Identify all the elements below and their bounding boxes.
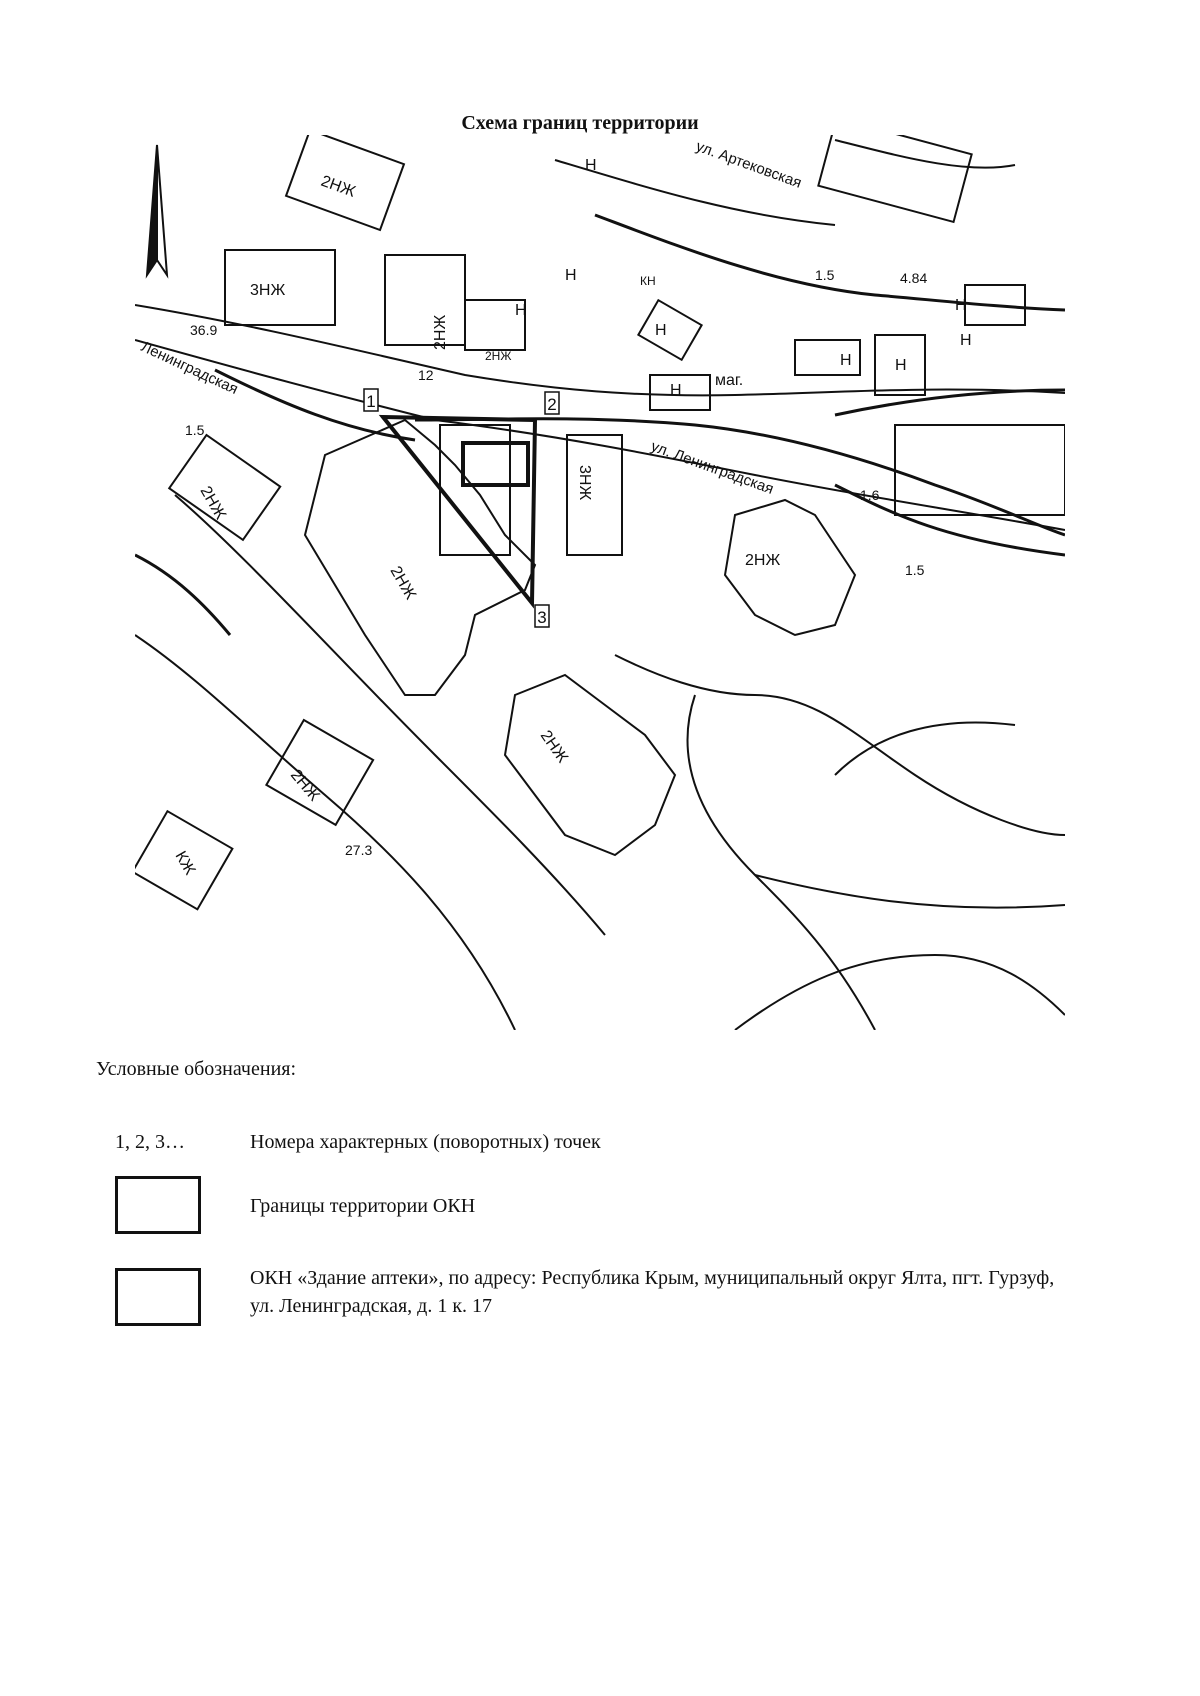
elevation-label: 4.84 (900, 270, 928, 286)
point-2-label: 2 (547, 395, 557, 414)
street-edge (135, 635, 515, 1030)
point-3-label: 3 (537, 608, 547, 627)
building-label: 2НЖ (536, 727, 571, 767)
building-label: 3НЖ (576, 465, 593, 501)
building-label: Н (585, 157, 597, 174)
legend-text: ОКН «Здание аптеки», по адресу: Республика Крым, муниципальный округ Ялта, пгт. Гурзуф, ул. Ленинградская, д. 1 к. 17 (250, 1267, 1055, 1317)
legend-heading: Условные обозначения: (96, 1058, 297, 1080)
north-arrow-icon (147, 145, 167, 275)
building (818, 135, 971, 222)
building-label: Н (515, 302, 527, 319)
path-line (735, 955, 1065, 1030)
point-1-label: 1 (366, 392, 376, 411)
building-label: Н (955, 297, 967, 314)
building-labels (172, 157, 972, 878)
building (385, 255, 465, 345)
building-label: Н (840, 352, 852, 369)
building-label: 2НЖ (386, 563, 419, 603)
legend-text: Номера характерных (поворотных) точек (250, 1131, 601, 1153)
building-label: Н (655, 322, 667, 339)
building (266, 720, 373, 825)
building-label: КН (640, 274, 656, 288)
building-label: Н (565, 267, 577, 284)
building-label: 2НЖ (286, 766, 323, 805)
building (169, 435, 280, 540)
elevation-label: 12 (418, 367, 434, 383)
elevation-label: 1.5 (905, 562, 925, 578)
street-edge (595, 215, 1065, 310)
building-label: 2НЖ (432, 314, 449, 350)
building (638, 300, 701, 360)
elevation-label: 1.5 (815, 267, 835, 283)
path-line (615, 655, 1065, 835)
building-label: КЖ (171, 848, 199, 878)
legend-key: 1, 2, 3… (115, 1131, 185, 1153)
building-label: 2НЖ (196, 483, 229, 523)
street-edge (175, 495, 605, 935)
street-edge (835, 140, 1015, 168)
street-edge (835, 390, 1065, 415)
elevation-label: 1.5 (185, 422, 205, 438)
building-label: Н (895, 357, 907, 374)
building-label: Н (960, 332, 972, 349)
building-label: Н (670, 382, 682, 399)
building-label: 2НЖ (318, 172, 358, 201)
street-label: Ленинградская (138, 338, 241, 398)
street-edge (135, 555, 230, 635)
okn-building (463, 443, 528, 485)
legend-boundary-swatch (115, 1176, 205, 1234)
path-line (688, 695, 876, 1030)
street-label: ул. Ленинградская (648, 437, 776, 498)
building (567, 435, 622, 555)
building-label: 2НЖ (485, 349, 512, 363)
path-line (835, 722, 1015, 775)
legend-text: Границы территории ОКН (250, 1195, 476, 1217)
path-line (755, 875, 1065, 908)
building (505, 675, 675, 855)
elevation-label: 27.3 (345, 842, 373, 858)
legend-object-swatch (115, 1264, 205, 1326)
elevation-label: 1.6 (860, 487, 880, 503)
page-title: Схема границ территории (461, 112, 699, 134)
territory-map (135, 135, 1065, 1030)
building-label: маг. (715, 372, 744, 389)
elevation-label: 36.9 (190, 322, 218, 338)
street-label: ул. Артековская (693, 137, 804, 192)
building-label: 2НЖ (745, 552, 781, 569)
building-label: 3НЖ (250, 282, 286, 299)
